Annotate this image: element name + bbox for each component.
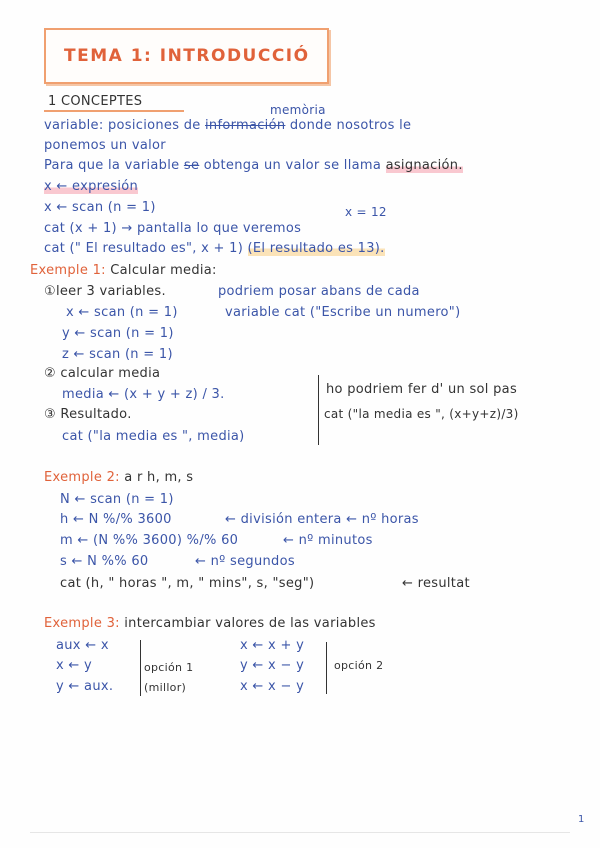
note-1: podriem posar abans de cada xyxy=(218,284,420,299)
code-media: media ← (x + y + z) / 3. xyxy=(62,387,225,402)
concept-line-1b: donde nosotros le xyxy=(289,118,412,133)
title-box xyxy=(44,28,329,84)
page-number: 1 xyxy=(578,814,585,825)
code-cat-2 xyxy=(44,241,385,257)
example-1-title: Calcular media: xyxy=(110,263,217,278)
note-2: variable cat ("Escribe un numero") xyxy=(225,305,461,320)
option-1-bar xyxy=(140,640,141,696)
assign-expression: x ← expresión xyxy=(44,179,139,194)
code-cat-media: cat ("la media es ", media) xyxy=(62,429,245,444)
concept-line-1a: variable: posiciones de xyxy=(44,118,201,133)
heading-underline xyxy=(44,110,184,112)
example-3-heading xyxy=(44,616,376,632)
struck-word: información xyxy=(205,118,286,133)
example-3-label: Exemple 3: xyxy=(44,616,120,631)
code-scan-x: x ← scan (n = 1) xyxy=(66,305,178,320)
example-3-title: intercambiar valores de las variables xyxy=(124,616,376,631)
footer-divider xyxy=(30,832,570,833)
example-1-label: Exemple 1: xyxy=(30,263,106,278)
side-value: x = 12 xyxy=(345,205,387,219)
option-2-label: opción 2 xyxy=(334,659,384,672)
code-scan: x ← scan (n = 1) xyxy=(44,200,156,215)
code-cat-2-result: (El resultado es 13). xyxy=(247,241,385,256)
code-seconds: s ← N %% 60 xyxy=(60,554,149,569)
code-hours: h ← N %/% 3600 xyxy=(60,512,172,527)
asignacion-highlight: asignación. xyxy=(385,158,463,173)
annotation-memoria: memòria xyxy=(270,103,326,117)
code-minutes: m ← (N %% 3600) %/% 60 xyxy=(60,533,239,548)
side-note-1: ho podriem fer d' un sol pas xyxy=(326,382,518,397)
note-minutes: ← nº minutos xyxy=(283,533,373,548)
note-seconds: ← nº segundos xyxy=(195,554,295,569)
option-1-label: opción 1 xyxy=(144,661,194,674)
swap-aux: aux ← x xyxy=(56,638,109,653)
note-result: ← resultat xyxy=(402,576,470,591)
concept-line-4 xyxy=(44,179,138,195)
code-cat-2a: cat (" El resultado es", x + 1) xyxy=(44,241,244,256)
code-cat-1: cat (x + 1) → pantalla lo que veremos xyxy=(44,221,302,236)
brace-line xyxy=(318,375,319,445)
example-2-label: Exemple 2: xyxy=(44,470,120,485)
example-1-heading xyxy=(30,263,217,279)
swap-b1: x ← x + y xyxy=(240,638,305,653)
code-cat-time: cat (h, " horas ", m, " mins", s, "seg") xyxy=(60,576,315,591)
step-2: ② calcular media xyxy=(44,366,161,381)
concept-line-3a: Para que la variable xyxy=(44,158,180,173)
concept-line-2: ponemos un valor xyxy=(44,138,166,153)
option-1-note: (millor) xyxy=(144,681,187,694)
note-hours: ← división entera ← nº horas xyxy=(225,512,419,527)
swap-b2: y ← x − y xyxy=(240,658,305,673)
step-1: ①leer 3 variables. xyxy=(44,284,166,299)
concept-line-3 xyxy=(44,158,463,174)
code-scan-y: y ← scan (n = 1) xyxy=(62,326,174,341)
code-scan-z: z ← scan (n = 1) xyxy=(62,347,173,362)
swap-b3: x ← x − y xyxy=(240,679,305,694)
side-note-2: cat ("la media es ", (x+y+z)/3) xyxy=(324,407,519,421)
example-2-title: a r h, m, s xyxy=(124,470,194,485)
step-3: ③ Resultado. xyxy=(44,407,132,422)
section-heading: 1 CONCEPTES xyxy=(48,94,143,109)
swap-y: y ← aux. xyxy=(56,679,114,694)
concept-line-1 xyxy=(44,118,411,134)
option-2-bar xyxy=(326,642,327,694)
example-2-heading xyxy=(44,470,193,486)
page-title: TEMA 1: INTRODUCCIÓ xyxy=(64,46,310,66)
swap-x: x ← y xyxy=(56,658,93,673)
concept-line-3-de: se xyxy=(183,158,200,173)
concept-line-3b: obtenga un valor se llama xyxy=(203,158,382,173)
code-scan-n: N ← scan (n = 1) xyxy=(60,492,174,507)
